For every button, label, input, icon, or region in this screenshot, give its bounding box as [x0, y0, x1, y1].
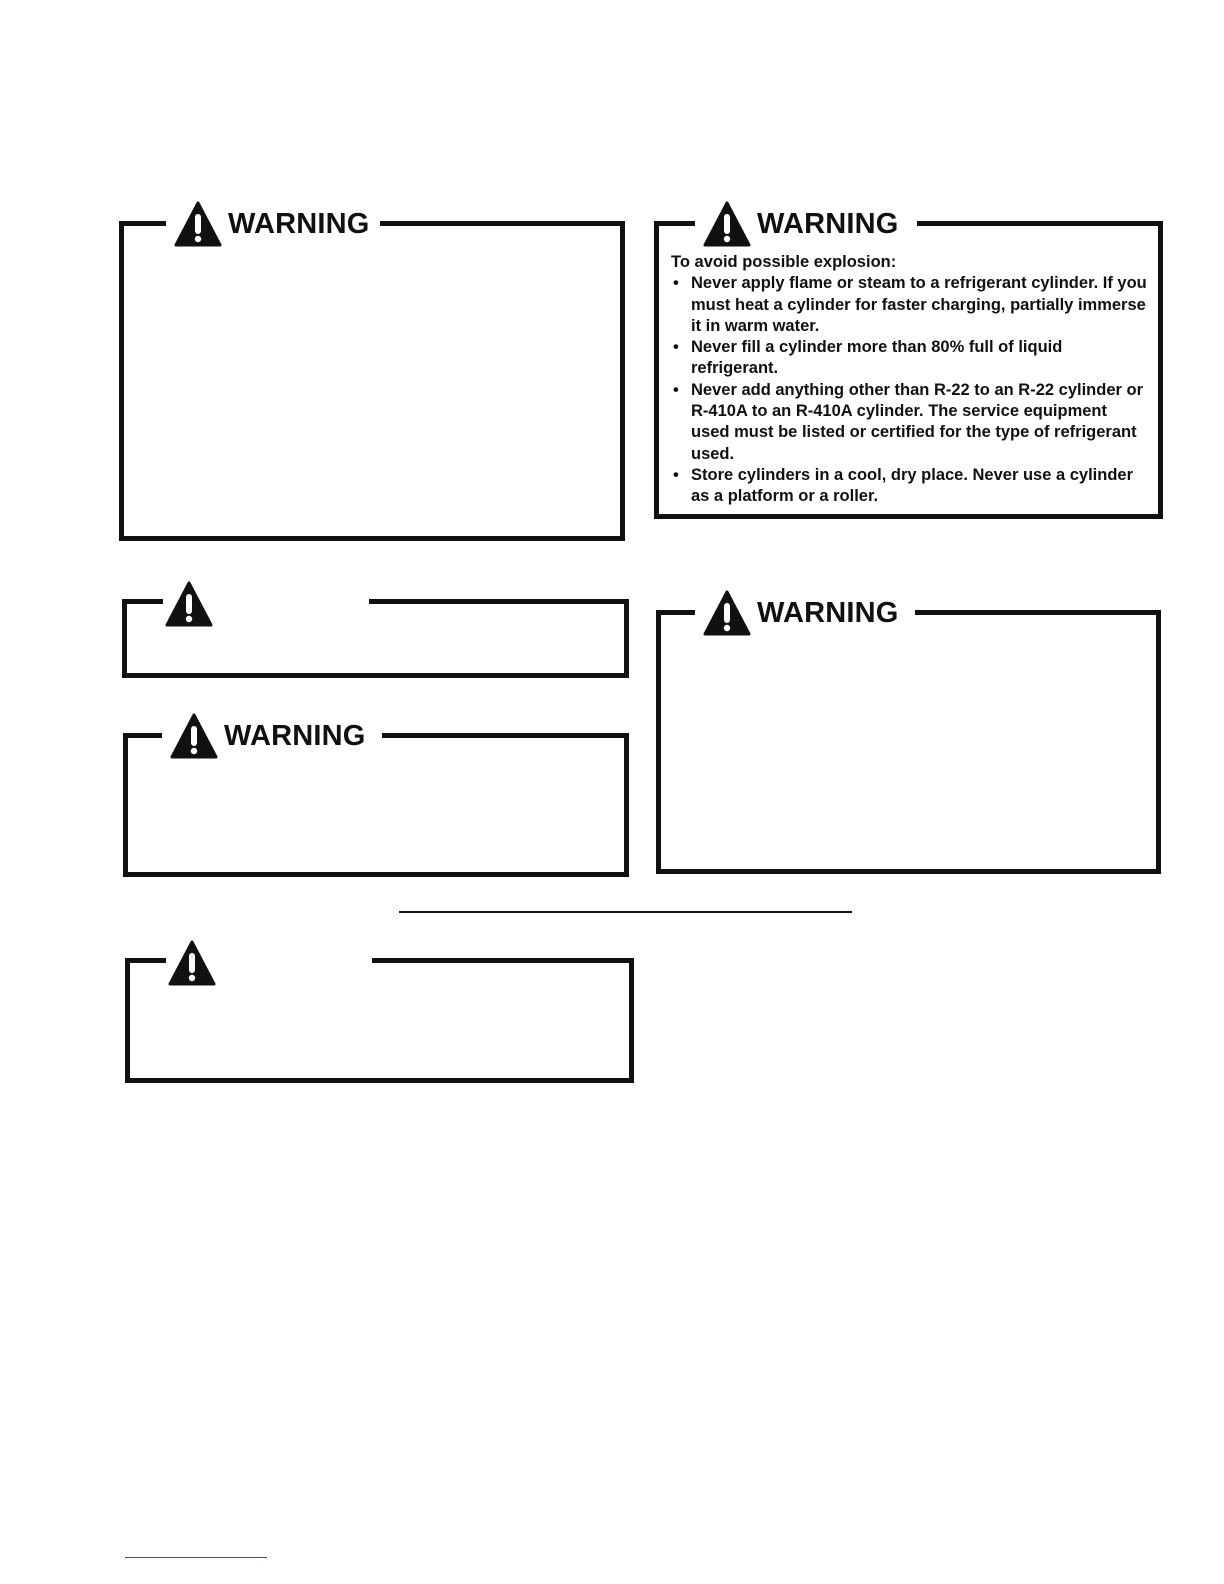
warning-triangle-icon: [170, 713, 218, 759]
warning-bullet-text: Store cylinders in a cool, dry place. Never use a cylinder as a platform or a roller.: [691, 465, 1134, 506]
bullet-icon: •: [673, 274, 679, 293]
alert-box-bottom-left: [125, 958, 634, 1083]
warning-box-top-left: [119, 207, 625, 541]
section-divider: [399, 911, 852, 913]
bullet-icon: •: [673, 465, 679, 484]
alert-header: [163, 578, 369, 630]
warning-bullet-text: Never apply flame or steam to a refrigerant cylinder. If you must heat a cylinder for faster charging, partially immerse it in warm water.: [691, 274, 1147, 335]
warning-title: WARNING: [757, 596, 899, 629]
warning-triangle-icon: [703, 201, 751, 247]
warning-box-explosion: [654, 207, 1163, 519]
warning-triangle-icon: [174, 201, 222, 247]
warning-triangle-icon: [165, 581, 213, 627]
warning-bullet-item: [671, 273, 1150, 337]
alert-box-middle-left: [122, 599, 629, 678]
warning-bullet-item: [671, 337, 1150, 380]
warning-title: WARNING: [224, 719, 366, 752]
bullet-icon: •: [673, 380, 679, 399]
warning-triangle-icon: [703, 590, 751, 636]
warning-bullet-text: Never add anything other than R-22 to an R-22 cylinder or R-410A to an R-410A cylinder. The service equipment used must be listed or certified for the type of refrigerant used.: [691, 380, 1144, 463]
warning-bullet-item: [671, 380, 1150, 465]
warning-title: WARNING: [757, 207, 899, 240]
warning-title: WARNING: [228, 207, 370, 240]
warning-bullet-list: [671, 273, 1150, 507]
warning-box-lower-left: [123, 719, 629, 877]
alert-header: [166, 937, 372, 989]
warning-box-middle-right: [656, 596, 1161, 874]
warning-header: [695, 587, 915, 639]
warning-triangle-icon: [168, 940, 216, 986]
warning-bullet-item: [671, 465, 1150, 508]
warning-bullet-text: Never fill a cylinder more than 80% full of liquid refrigerant.: [691, 338, 1063, 378]
warning-header: [162, 710, 382, 762]
bullet-icon: •: [673, 338, 679, 357]
warning-header: [695, 198, 917, 250]
warning-header: [166, 198, 380, 250]
warning-body: [671, 252, 1150, 508]
link-underline: [125, 1557, 267, 1558]
warning-intro: To avoid possible explosion:: [671, 253, 897, 271]
